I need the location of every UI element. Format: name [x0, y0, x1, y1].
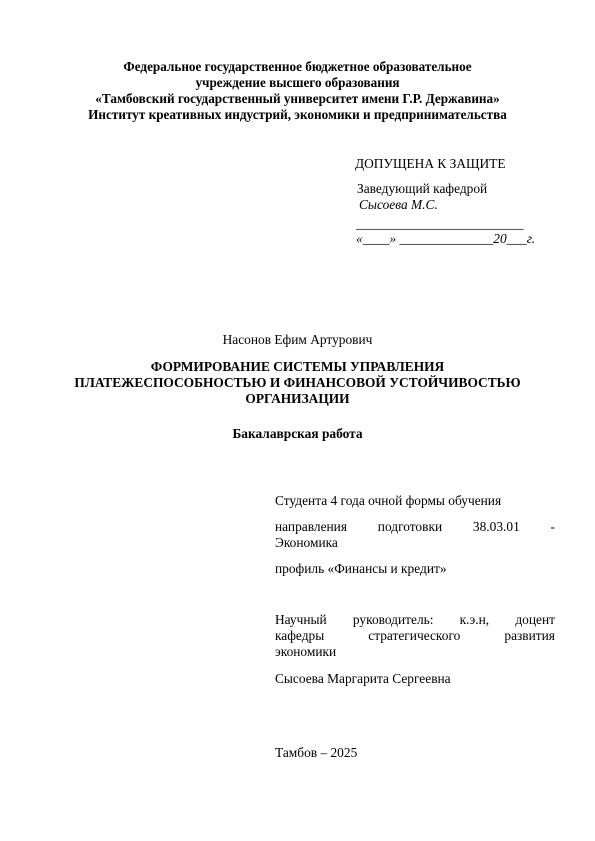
approval-title: ДОПУЩЕНА К ЗАЩИТЕ	[355, 156, 506, 171]
supervisor-line-3: экономики	[275, 644, 337, 659]
supervisor-line-2	[275, 628, 555, 644]
student-direction-line	[275, 519, 555, 535]
supervisor-word: кафедры	[275, 628, 325, 643]
direction-dash: -	[550, 519, 555, 534]
thesis-title-line-1: ФОРМИРОВАНИЕ СИСТЕМЫ УПРАВЛЕНИЯ	[150, 359, 445, 374]
approval-signature-line: _________________________	[356, 216, 524, 231]
supervisor-rank: доцент	[515, 612, 555, 627]
student-direction-name: Экономика	[275, 535, 338, 550]
supervisor-line-1	[275, 612, 555, 628]
header-line-3: «Тамбовский государственный университет имени Г.Р. Державина»	[95, 91, 500, 106]
thesis-title-line-3: ОРГАНИЗАЦИИ	[245, 391, 350, 406]
supervisor-word: руководитель:	[352, 612, 434, 627]
supervisor-word: Научный	[275, 612, 327, 627]
header-line-2: учреждение высшего образования	[195, 75, 400, 90]
work-type: Бакалаврская работа	[232, 426, 363, 441]
supervisor-word: стратегического	[368, 628, 461, 643]
direction-word: подготовки	[377, 519, 443, 534]
approval-position: Заведующий кафедрой	[357, 181, 488, 196]
supervisor-degree: к.э.н,	[459, 612, 490, 627]
supervisor-name: Сысоева Маргарита Сергеевна	[275, 671, 451, 686]
approval-name: Сысоева М.С.	[359, 197, 438, 212]
header-line-1: Федеральное государственное бюджетное образовательное	[123, 59, 472, 74]
thesis-title-line-2: ПЛАТЕЖЕСПОСОБНОСТЬЮ И ФИНАНСОВОЙ УСТОЙЧИВОСТЬЮ	[74, 375, 521, 390]
city-year: Тамбов – 2025	[275, 745, 358, 760]
student-line: Студента 4 года очной формы обучения	[275, 493, 502, 508]
direction-word: направления	[275, 519, 348, 534]
student-profile: профиль «Финансы и кредит»	[275, 561, 447, 576]
approval-date-line: «____» ______________20___г.	[356, 231, 536, 246]
header-line-4: Институт креативных индустрий, экономики и предпринимательства	[88, 107, 507, 122]
author-name: Насонов Ефим Артурович	[222, 332, 373, 347]
direction-code: 38.03.01	[472, 519, 520, 534]
supervisor-word: развития	[504, 628, 555, 643]
